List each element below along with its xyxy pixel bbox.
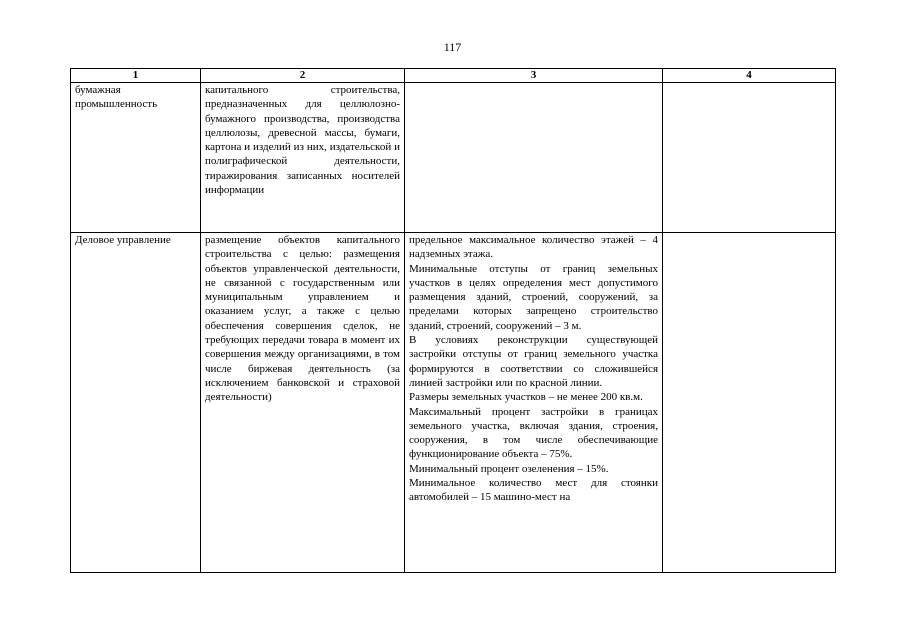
parameter-paragraph: Размеры земельных участков – не менее 200 кв.м.: [409, 391, 643, 404]
parameter-paragraph: Максимальный процент застройки в границах земельного участка, включая здания, строения, сооружения, в том числе обеспечивающие функционирование объекта – 75%.: [409, 405, 658, 461]
parameters-cell: [405, 83, 663, 233]
header-col-4: 4: [663, 69, 836, 83]
use-description-cell: капитального строительства, предназначенных для целлюлозно-бумажного производства, производства целлюлозы, древесной массы, бумаги, картона и изделий из них, издательской и полиграфической деятельности, тиражирования записанных носителей информации: [201, 83, 405, 233]
header-row: [71, 69, 836, 83]
header-col-2: 2: [201, 69, 405, 83]
header-col-3: 3: [405, 69, 663, 83]
header-col-1: 1: [71, 69, 201, 83]
use-type-cell: Деловое управление: [71, 233, 201, 573]
use-type-cell: бумажная промышленность: [71, 83, 201, 233]
parameter-paragraph: В условиях реконструкции существующей застройки отступы от границ земельного участка формируются в соответствии со сложившейся линией застройки или по красной линии.: [409, 334, 658, 389]
zoning-table: [70, 68, 836, 573]
parameter-paragraph: Минимальное количество мест для стоянки автомобилей – 15 машино-мест на: [409, 477, 658, 504]
notes-cell: [663, 83, 836, 233]
table-row: [71, 83, 836, 233]
parameters-cell: [405, 233, 663, 573]
table-row: [71, 233, 836, 573]
parameter-paragraph: предельное максимальное количество этажей – 4 надземных этажа.: [409, 234, 658, 261]
notes-cell: [663, 233, 836, 573]
use-description-cell: размещение объектов капитального строительства с целью: размещения объектов управленческой деятельности, не связанной с государственным или муниципальным управлением и оказанием услуг, а также с целью обеспечения совершения сделок, не требующих передачи товара в момент их совершения между организациями, в том числе биржевая деятельность (за исключением банковской и страховой деятельности): [201, 233, 405, 573]
page-number: 117: [443, 40, 462, 54]
parameter-paragraph: Минимальный процент озеленения – 15%.: [409, 462, 609, 475]
parameter-paragraph: Минимальные отступы от границ земельных участков в целях определения мест допустимого размещения зданий, строений, сооружений, за пределами которых запрещено строительство зданий, строений, сооружений – 3 м.: [409, 262, 658, 332]
